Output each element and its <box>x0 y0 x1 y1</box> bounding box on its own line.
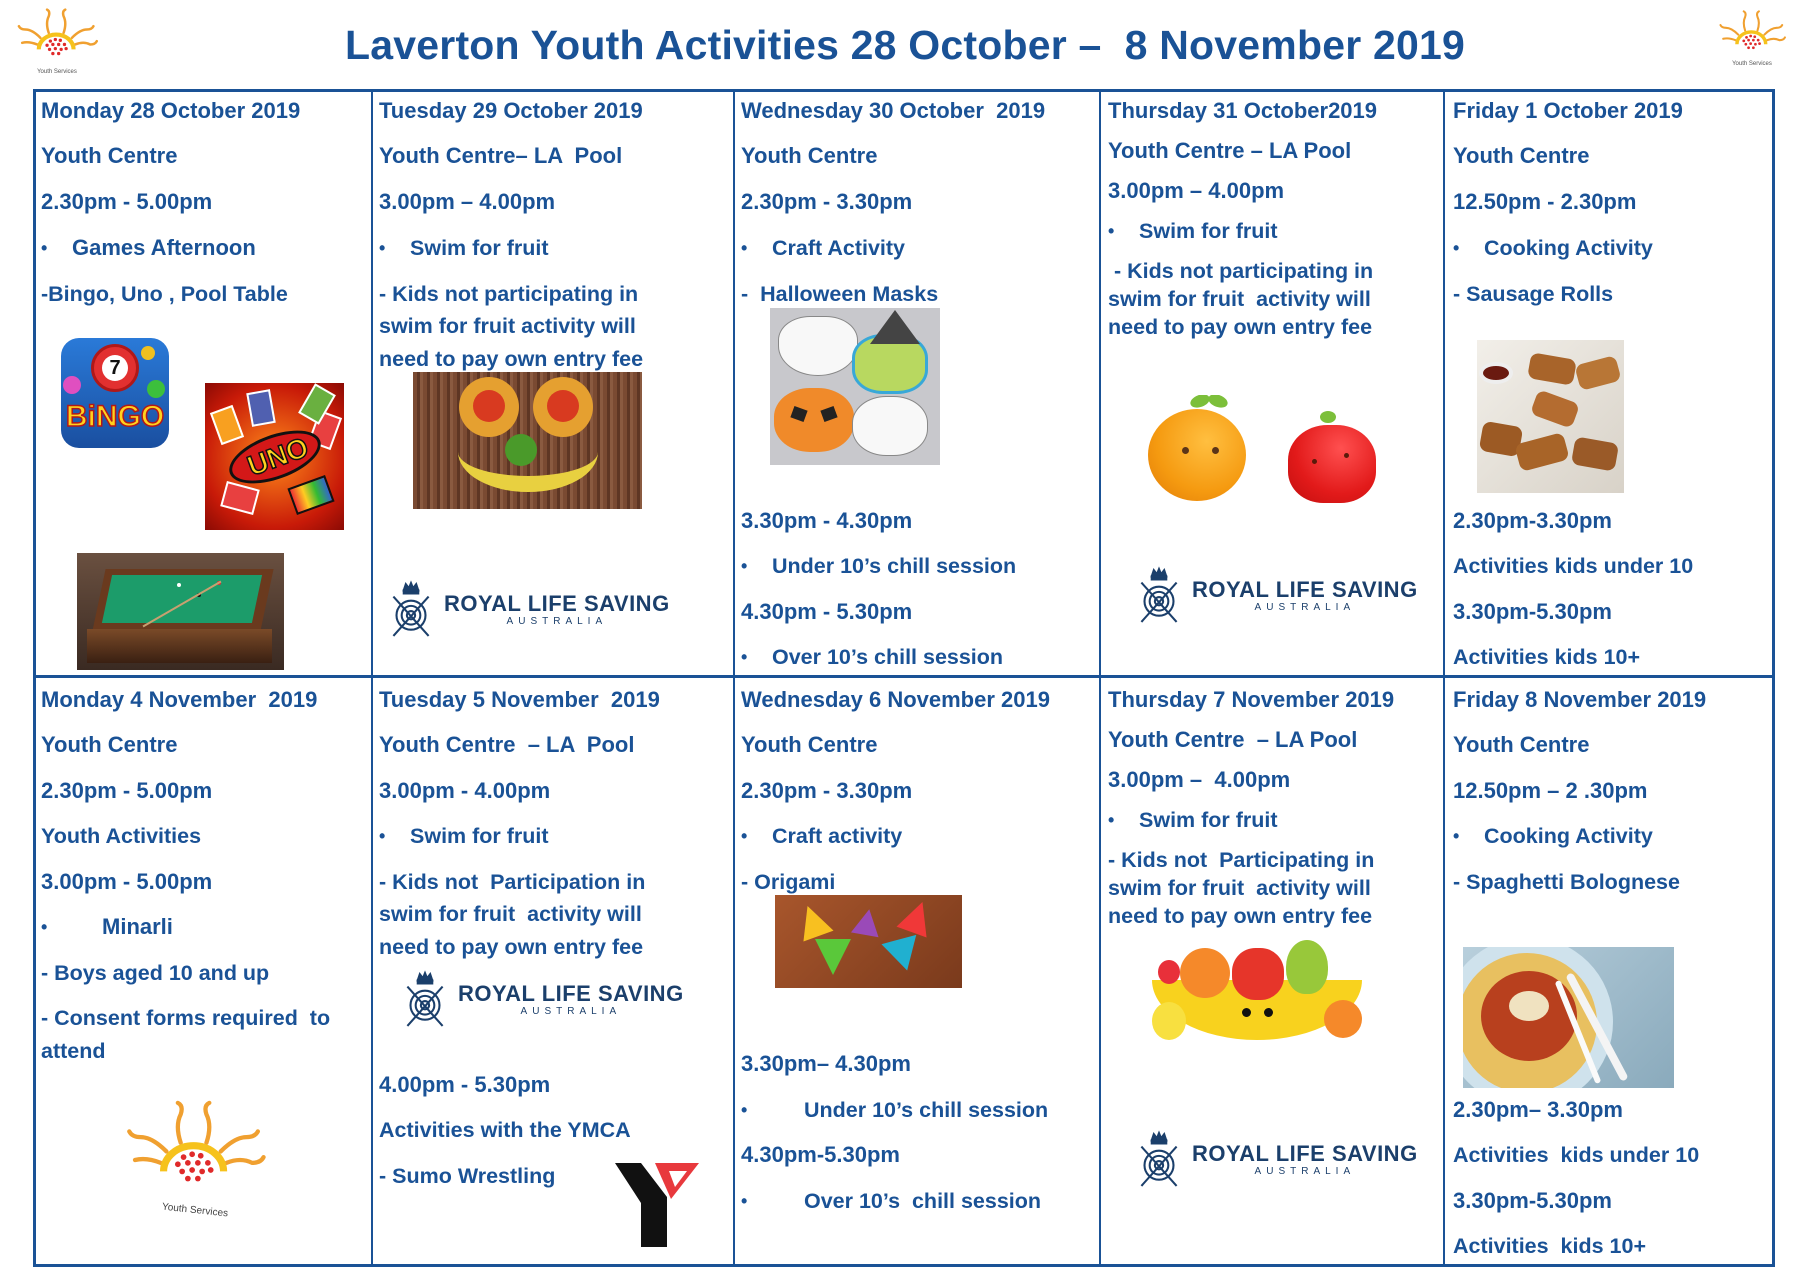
venue: Youth Centre <box>1453 143 1590 168</box>
activity-detail: - Consent forms required to <box>41 1006 331 1030</box>
activity-label: Swim for fruit <box>410 824 549 848</box>
activity-text: Activities kids 10+ <box>1453 1234 1647 1258</box>
activity-bullet <box>741 235 905 261</box>
rls-title: ROYAL LIFE SAVING <box>1192 1141 1418 1166</box>
venue: Youth Centre – LA Pool <box>1108 138 1352 163</box>
royal-life-saving-logo <box>1138 1130 1418 1188</box>
pool-table-photo <box>77 553 284 670</box>
activity-detail: swim for fruit activity will <box>1108 876 1371 900</box>
rls-crest-icon <box>1138 1130 1180 1188</box>
activity-label: Minarli <box>102 914 173 939</box>
venue: Youth Centre <box>41 732 178 757</box>
venue: Youth Centre <box>1453 732 1590 757</box>
row-divider <box>33 675 1775 678</box>
day-heading: Wednesday 30 October 2019 <box>741 98 1046 123</box>
activity-label: Swim for fruit <box>1139 808 1278 832</box>
activity-bullet <box>741 823 902 849</box>
time-slot: 2.30pm - 3.30pm <box>741 778 913 803</box>
bingo-icon: 7 BiNGO <box>61 338 169 448</box>
logo-caption: Youth Services <box>37 69 77 75</box>
activity-label: Under 10’s chill session <box>772 554 1017 578</box>
activity-text: Activities kids under 10 <box>1453 1143 1700 1167</box>
column-divider <box>1443 89 1445 1267</box>
time-slot: 2.30pm - 5.00pm <box>41 778 213 803</box>
time-slot: 3.00pm – 4.00pm <box>1108 178 1285 203</box>
rls-subtitle: AUSTRALIA <box>520 1006 622 1017</box>
origami-butterflies-photo <box>775 895 962 988</box>
activity-label: Swim for fruit <box>410 236 549 260</box>
ymca-y-icon <box>615 1163 699 1247</box>
youth-services-logo-right <box>1707 10 1797 68</box>
day-heading: Thursday 7 November 2019 <box>1108 687 1395 712</box>
uno-cards-image: UNO <box>205 383 344 530</box>
ymca-logo <box>615 1163 699 1247</box>
schedule-grid <box>33 89 1775 1267</box>
activity-text: Activities with the YMCA <box>379 1118 631 1142</box>
activity-label: Craft Activity <box>772 236 906 260</box>
royal-life-saving-logo <box>1138 566 1418 624</box>
activity-detail: - Spaghetti Bolognese <box>1453 870 1680 894</box>
royal-life-saving-logo <box>390 580 670 638</box>
logo-caption: Youth Services <box>161 1201 229 1220</box>
fruit-face-photo <box>413 372 642 509</box>
activity-label: Cooking Activity <box>1484 824 1653 848</box>
rls-crest-icon <box>390 580 432 638</box>
activity-bullet <box>741 1097 1048 1123</box>
activity-detail: need to pay own entry fee <box>1108 315 1373 339</box>
time-slot: 4.30pm - 5.30pm <box>741 599 913 624</box>
halloween-masks-photo <box>770 308 940 465</box>
column-divider <box>371 89 373 1267</box>
activity-detail: - Halloween Masks <box>741 282 939 306</box>
activity-bullet <box>741 1188 1041 1214</box>
activity-bullet <box>1453 823 1653 849</box>
column-divider <box>1099 89 1101 1267</box>
activity-detail: attend <box>41 1039 106 1063</box>
column-divider <box>733 89 735 1267</box>
cartoon-fruit-banana-image <box>1132 930 1382 1045</box>
activity-detail: need to pay own entry fee <box>379 935 644 959</box>
rls-subtitle: AUSTRALIA <box>506 616 608 627</box>
activity-detail: - Kids not Participating in <box>1108 848 1375 872</box>
activity-detail: need to pay own entry fee <box>1108 904 1373 928</box>
activity-label: Swim for fruit <box>1139 219 1278 243</box>
venue: Youth Centre – LA Pool <box>1108 727 1358 752</box>
time-slot: 3.00pm - 5.00pm <box>41 869 213 894</box>
activity-bullet <box>41 235 256 261</box>
activity-label: Over 10’s chill session <box>804 1189 1042 1213</box>
activity-detail: - Sausage Rolls <box>1453 282 1614 306</box>
sausage-rolls-photo <box>1477 340 1624 493</box>
time-slot: 4.00pm - 5.30pm <box>379 1072 551 1097</box>
activity-bullet <box>41 914 173 940</box>
time-slot: 2.30pm - 5.00pm <box>41 189 213 214</box>
activity-label: Games Afternoon <box>72 235 256 260</box>
venue: Youth Centre <box>741 143 878 168</box>
rls-crest-icon <box>404 970 446 1028</box>
time-slot: 4.30pm-5.30pm <box>741 1142 900 1167</box>
time-slot: 3.30pm– 4.30pm <box>741 1051 911 1076</box>
activity-detail: - Boys aged 10 and up <box>41 961 270 985</box>
activity-bullet <box>379 823 549 849</box>
activity-text: Youth Activities <box>41 824 202 848</box>
activity-bullet <box>1453 235 1653 261</box>
activity-detail: swim for fruit activity will <box>379 314 636 338</box>
rls-title: ROYAL LIFE SAVING <box>458 981 684 1006</box>
logo-caption: Youth Services <box>1732 61 1772 67</box>
activity-detail: - Kids not Participation in <box>379 870 646 894</box>
time-slot: 12.50pm - 2.30pm <box>1453 189 1637 214</box>
time-slot: 2.30pm– 3.30pm <box>1453 1097 1623 1122</box>
venue: Youth Centre– LA Pool <box>379 143 623 168</box>
activity-detail: -Bingo, Uno , Pool Table <box>41 282 288 306</box>
activity-detail: - Kids not participating in <box>1108 259 1374 283</box>
rls-title: ROYAL LIFE SAVING <box>444 591 670 616</box>
rls-title: ROYAL LIFE SAVING <box>1192 577 1418 602</box>
time-slot: 3.30pm-5.30pm <box>1453 1188 1612 1213</box>
day-heading: Monday 4 November 2019 <box>41 687 318 712</box>
royal-life-saving-logo <box>404 970 684 1028</box>
cartoon-orange-apple-image <box>1140 395 1390 520</box>
time-slot: 2.30pm-3.30pm <box>1453 508 1612 533</box>
day-heading: Wednesday 6 November 2019 <box>741 687 1050 712</box>
activity-detail: need to pay own entry fee <box>379 347 644 371</box>
activity-bullet <box>379 235 549 261</box>
activity-bullet <box>1108 807 1278 833</box>
time-slot: 3.00pm - 4.00pm <box>379 778 551 803</box>
day-heading: Thursday 31 October2019 <box>1108 98 1378 123</box>
activity-bullet <box>1108 218 1278 244</box>
day-heading: Tuesday 5 November 2019 <box>379 687 660 712</box>
youth-services-logo <box>115 1100 275 1218</box>
sun-logo-icon <box>1707 10 1797 58</box>
sun-logo-icon <box>115 1100 275 1200</box>
activity-label: Over 10’s chill session <box>772 645 1004 669</box>
spaghetti-bolognese-photo <box>1463 947 1674 1088</box>
venue: Youth Centre <box>741 732 878 757</box>
day-heading: Friday 1 October 2019 <box>1453 98 1683 123</box>
activity-label: Craft activity <box>772 824 903 848</box>
activity-bullet <box>741 644 1003 670</box>
time-slot: 3.00pm – 4.00pm <box>1108 767 1291 792</box>
time-slot: 3.30pm-5.30pm <box>1453 599 1612 624</box>
activity-detail: swim for fruit activity will <box>1108 287 1371 311</box>
page-title: Laverton Youth Activities 28 October – 8 November 2019 <box>345 22 1465 68</box>
time-slot: 12.50pm – 2 .30pm <box>1453 778 1648 803</box>
activity-detail: - Sumo Wrestling <box>379 1164 556 1188</box>
time-slot: 3.30pm - 4.30pm <box>741 508 913 533</box>
activity-detail: swim for fruit activity will <box>379 902 642 926</box>
activity-text: Activities kids 10+ <box>1453 645 1641 669</box>
activity-text: Activities kids under 10 <box>1453 554 1694 578</box>
rls-subtitle: AUSTRALIA <box>1254 602 1356 613</box>
rls-crest-icon <box>1138 566 1180 624</box>
activity-label: Cooking Activity <box>1484 236 1653 260</box>
activity-detail: - Kids not participating in <box>379 282 639 306</box>
venue: Youth Centre <box>41 143 178 168</box>
time-slot: 2.30pm - 3.30pm <box>741 189 913 214</box>
day-heading: Friday 8 November 2019 <box>1453 687 1707 712</box>
day-heading: Tuesday 29 October 2019 <box>379 98 643 123</box>
venue: Youth Centre – LA Pool <box>379 732 635 757</box>
activity-detail: - Origami <box>741 870 836 894</box>
day-heading: Monday 28 October 2019 <box>41 98 301 123</box>
rls-subtitle: AUSTRALIA <box>1254 1166 1356 1177</box>
activity-label: Under 10’s chill session <box>804 1098 1049 1122</box>
activity-bullet <box>741 553 1016 579</box>
time-slot: 3.00pm – 4.00pm <box>379 189 556 214</box>
